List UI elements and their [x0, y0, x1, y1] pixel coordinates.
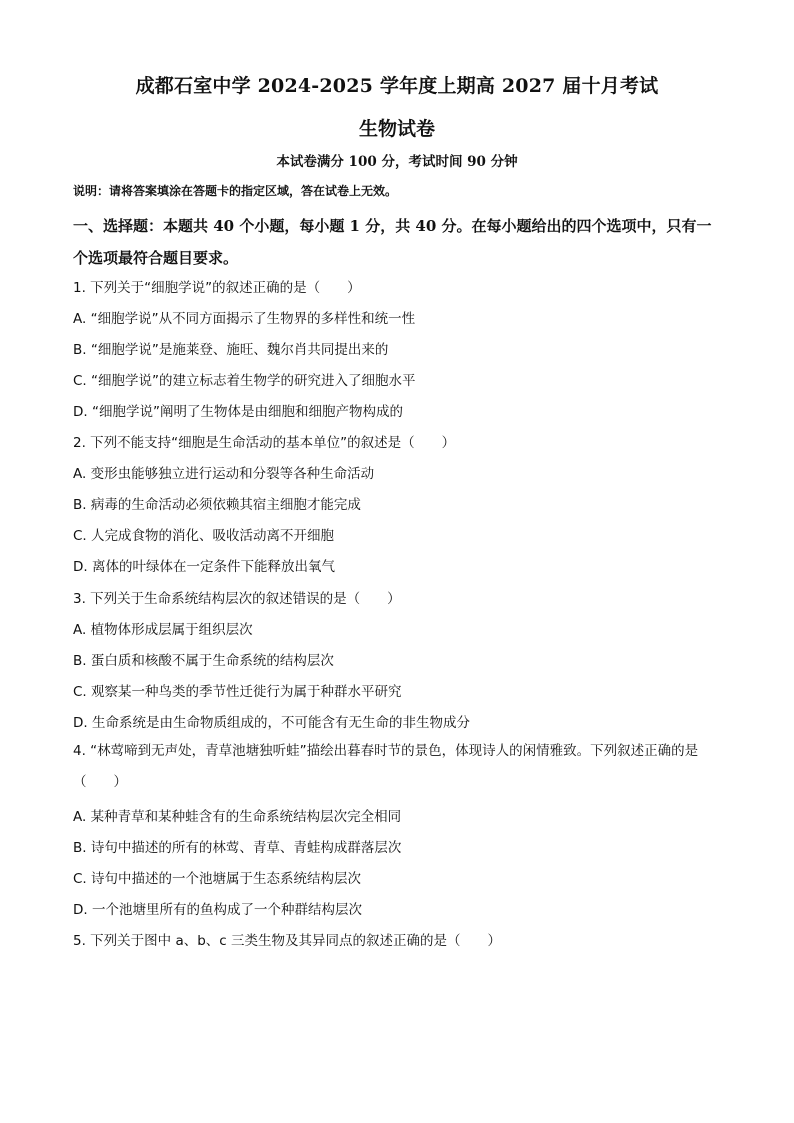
question-4-option-a: A. 某种青草和某种蛙含有的生命系统结构层次完全相同: [73, 809, 402, 825]
question-1-option-a: A. “细胞学说”从不同方面揭示了生物界的多样性和统一性: [73, 311, 416, 327]
score-time-line: 本试卷满分 100 分，考试时间 90 分钟: [276, 154, 518, 170]
exam-title: 成都石室中学 2024-2025 学年度上期高 2027 届十月考试: [135, 75, 659, 97]
question-5-stem: 5. 下列关于图中 a、b、c 三类生物及其异同点的叙述正确的是（ ）: [73, 933, 502, 949]
section-heading: 一、选择题：本题共 40 个小题，每小题 1 分，共 40 分。在每小题给出的四个选项中，只有一个选项最符合题目要求。: [73, 217, 712, 267]
question-1-option-b: B. “细胞学说”是施莱登、施旺、魏尔肖共同提出来的: [73, 342, 389, 358]
question-3-stem: 3. 下列关于生命系统结构层次的叙述错误的是（ ）: [73, 591, 401, 607]
question-2-option-d: D. 离体的叶绿体在一定条件下能释放出氧气: [73, 559, 335, 575]
instruction-note: 说明：请将答案填涂在答题卡的指定区域，答在试卷上无效。: [73, 184, 398, 198]
question-1-option-c: C. “细胞学说”的建立标志着生物学的研究进入了细胞水平: [73, 373, 416, 389]
question-1-stem: 1. 下列关于“细胞学说”的叙述正确的是（ ）: [73, 280, 361, 296]
question-3-option-a: A. 植物体形成层属于组织层次: [73, 622, 253, 638]
question-2-option-a: A. 变形虫能够独立进行运动和分裂等各种生命活动: [73, 466, 375, 482]
question-1-option-d: D. “细胞学说”阐明了生物体是由细胞和细胞产物构成的: [73, 404, 403, 420]
question-2-option-c: C. 人完成食物的消化、吸收活动离不开细胞: [73, 528, 335, 544]
question-2-stem: 2. 下列不能支持“细胞是生命活动的基本单位”的叙述是（ ）: [73, 435, 456, 451]
question-4-option-b: B. 诗句中描述的所有的林莺、青草、青蛙构成群落层次: [73, 840, 402, 856]
exam-subtitle: 生物试卷: [358, 118, 435, 140]
question-4-stem: 4. “林莺啼到无声处，青草池塘独听蛙”描绘出暮春时节的景色，体现诗人的闲情雅致。下列叙述正确的是（ ）: [73, 743, 699, 790]
question-3-option-d: D. 生命系统是由生命物质组成的，不可能含有无生命的非生物成分: [73, 715, 470, 731]
question-4-option-d: D. 一个池塘里所有的鱼构成了一个种群结构层次: [73, 902, 362, 918]
question-3-option-b: B. 蛋白质和核酸不属于生命系统的结构层次: [73, 653, 334, 669]
question-3-option-c: C. 观察某一种鸟类的季节性迁徙行为属于种群水平研究: [73, 684, 402, 700]
question-4-option-c: C. 诗句中描述的一个池塘属于生态系统结构层次: [73, 871, 362, 887]
question-2-option-b: B. 病毒的生命活动必须依赖其宿主细胞才能完成: [73, 497, 361, 513]
